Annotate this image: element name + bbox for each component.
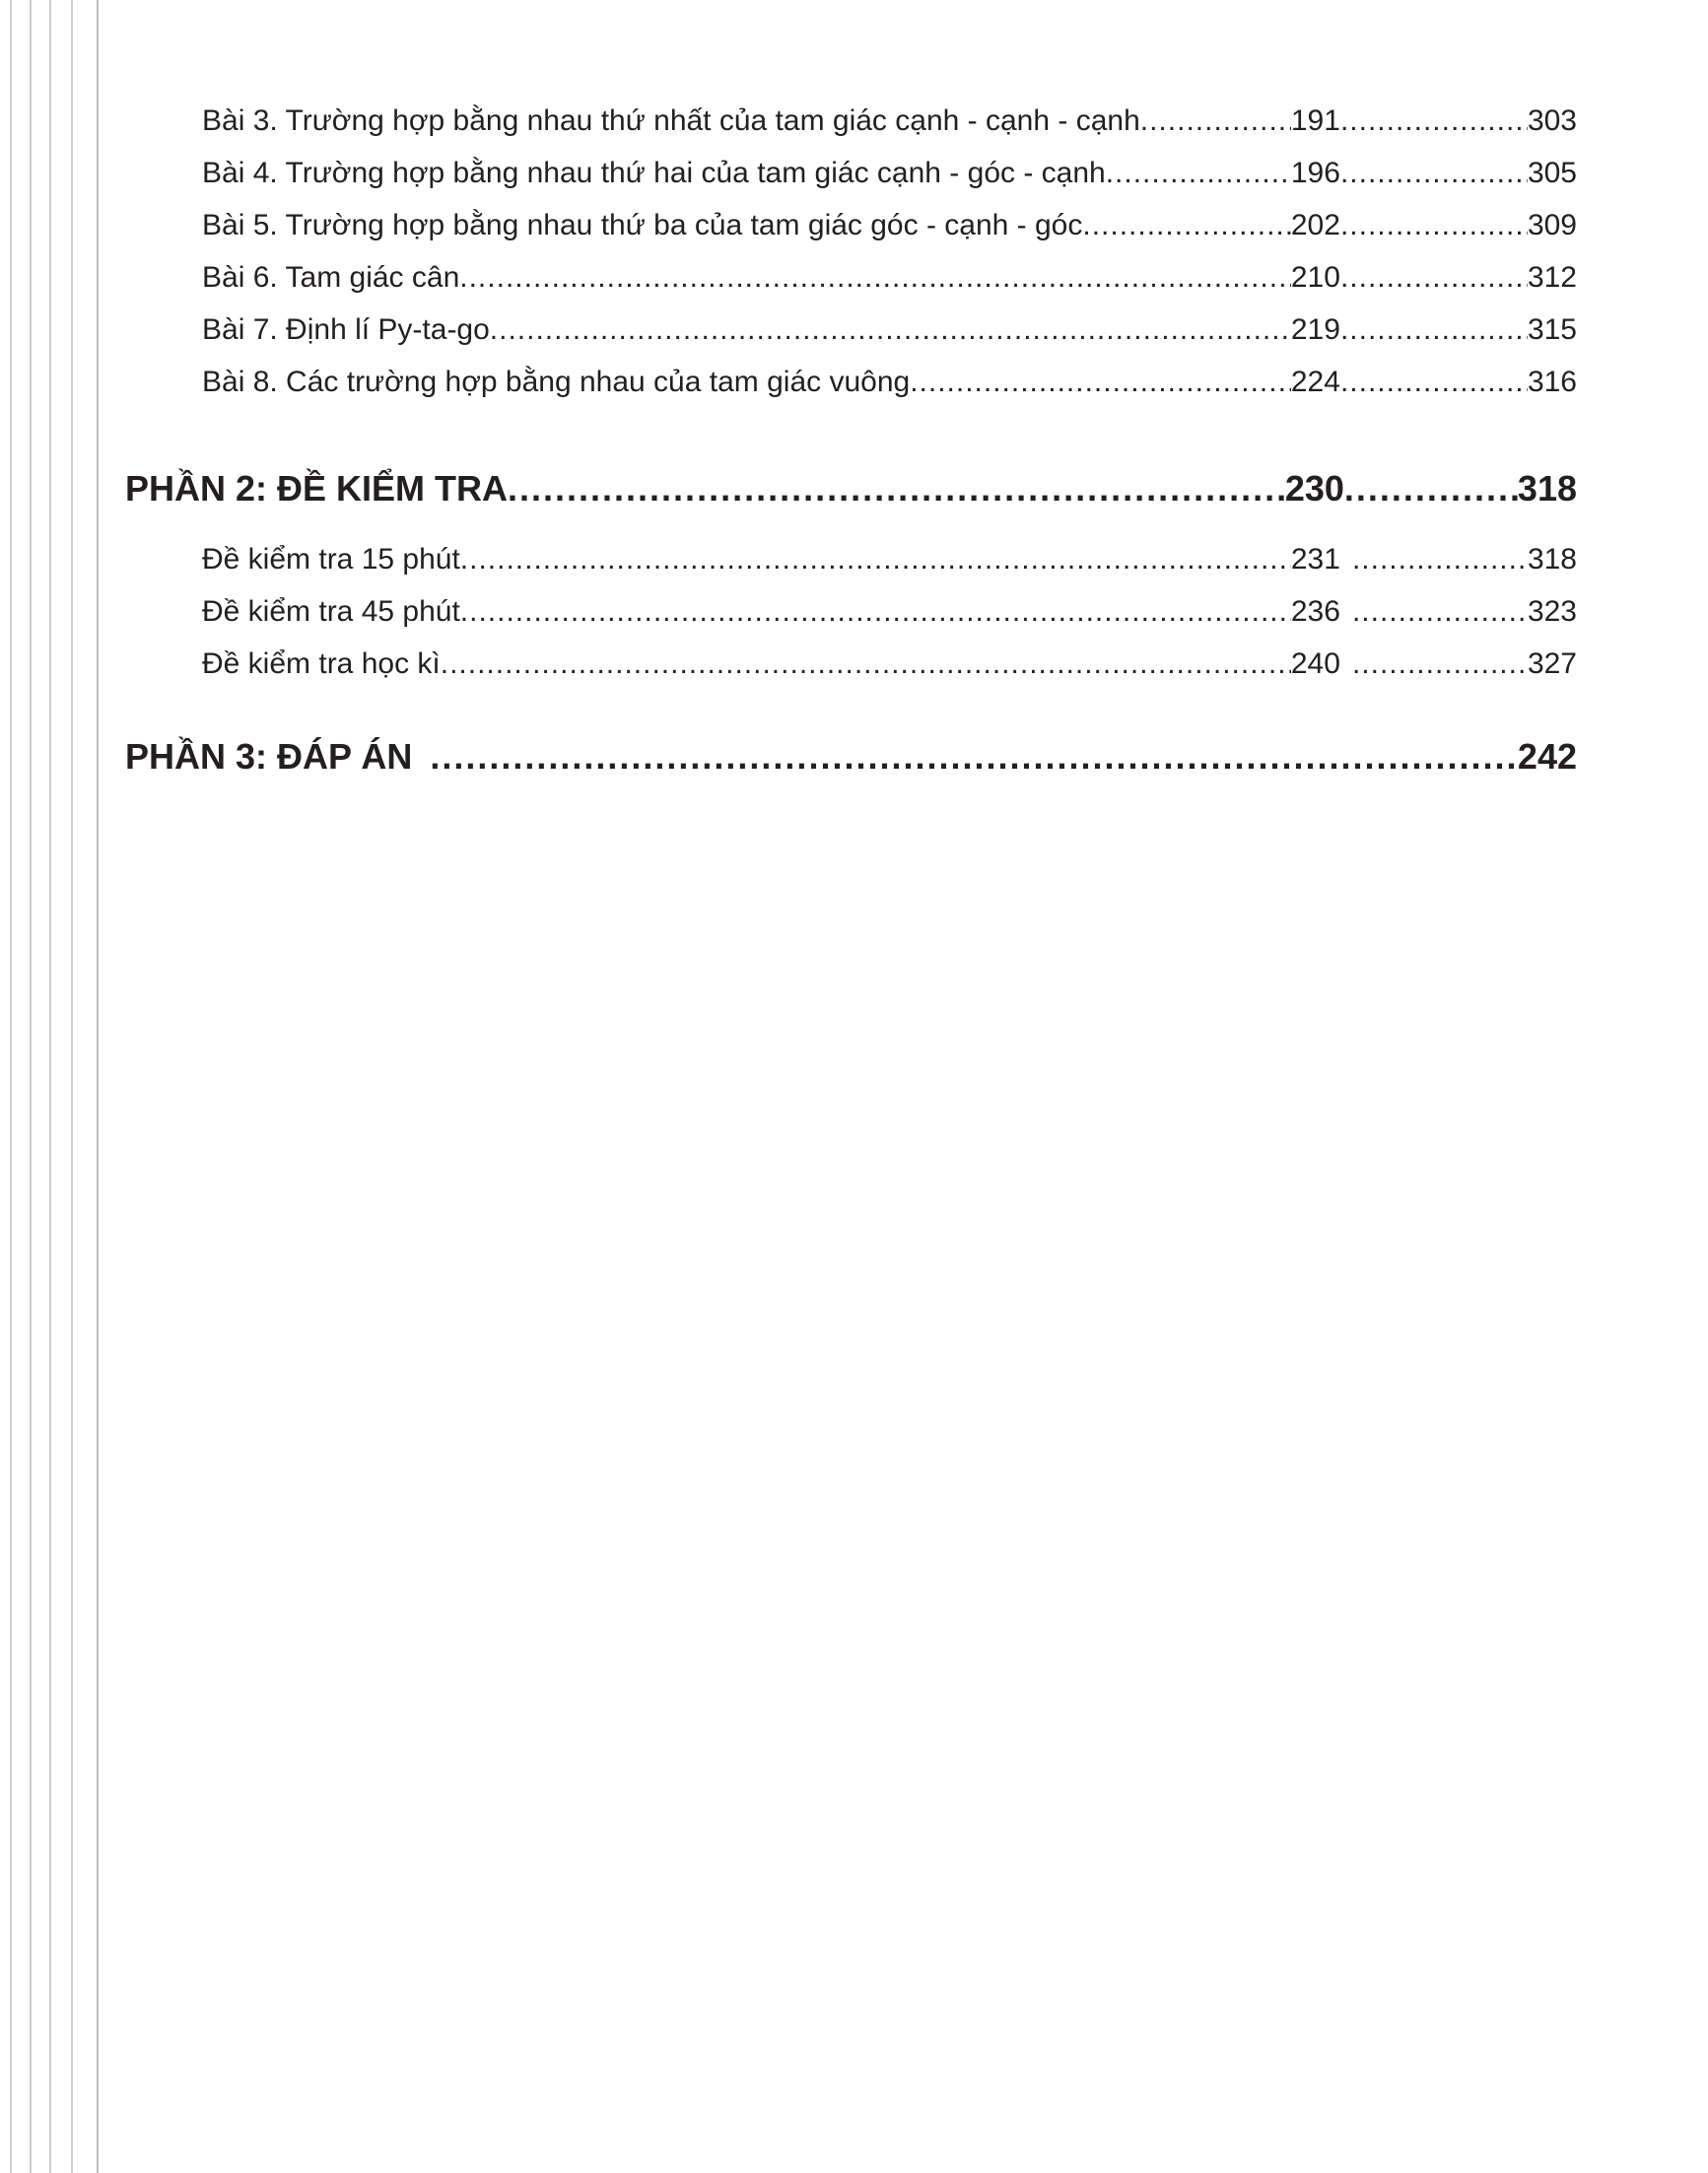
toc-entry-answer-page: 315 [1527,313,1577,346]
toc-entry[interactable] [202,595,1577,629]
part-3-page: 242 [1517,736,1577,777]
toc-leader-dots [459,261,1291,295]
toc-entry-page: 202 [1290,209,1340,241]
toc-entry-answer-page: 312 [1527,261,1577,294]
toc-entry-answer-page: 316 [1527,366,1577,398]
toc-entry[interactable] [202,157,1577,190]
toc-entry[interactable] [202,209,1577,242]
toc-entry[interactable] [202,647,1577,681]
toc-leader-dots [508,468,1285,509]
toc-leader-dots [1106,157,1291,190]
toc-entry-answer-page: 327 [1527,647,1577,680]
part-2-title: PHẦN 2: ĐỀ KIỂM TRA [125,468,509,509]
toc-leader-dots [1352,647,1528,681]
toc-leader-dots [1340,261,1528,295]
toc-entry-page: 240 [1290,647,1340,680]
toc-leader-dots [441,647,1291,681]
toc-leader-dots [1340,209,1528,242]
toc-entry-title: Đề kiểm tra 45 phút [202,595,460,628]
toc-leader-dots [1340,104,1528,138]
toc-leader-dots [1352,543,1528,577]
toc-entry-page: 224 [1290,366,1340,398]
toc-leader-dots [490,313,1291,347]
toc-leader-dots [1344,468,1518,509]
toc-entry-page: 210 [1290,261,1340,294]
toc-leader-dots [1340,157,1528,190]
toc-entry-title: Đề kiểm tra học kì [202,647,441,680]
toc-entry-title: Bài 4. Trường hợp bằng nhau thứ hai của tam giác cạnh - góc - cạnh [202,157,1106,189]
toc-entry-title: Bài 8. Các trường hợp bằng nhau của tam giác vuông [202,366,911,398]
toc-entry[interactable] [202,104,1577,138]
toc-leader-dots [1140,104,1291,138]
toc-part-heading[interactable] [125,468,1577,509]
toc-entry-title: Đề kiểm tra 15 phút [202,543,460,576]
toc-entry-title: Bài 5. Trường hợp bằng nhau thứ ba của tam giác góc - cạnh - góc [202,209,1083,241]
toc-leader-dots [1352,595,1528,629]
toc-leader-dots [1082,209,1291,242]
toc-leader-dots [1340,313,1528,347]
toc-entry-page: 236 [1290,595,1340,628]
toc-leader-dots [1340,366,1528,399]
toc-entry-page: 219 [1290,313,1340,346]
toc-entry[interactable] [202,313,1577,347]
toc-entry-answer-page: 305 [1527,157,1577,189]
toc-entry[interactable] [202,261,1577,295]
toc-entry-page: 191 [1290,104,1340,137]
toc-leader-dots [460,543,1291,577]
toc-entry-answer-page: 318 [1527,543,1577,576]
toc-entry[interactable] [202,543,1577,577]
toc-entry-page: 231 [1290,543,1340,576]
part-2-answer-page: 318 [1517,468,1577,509]
toc-entry-title: Bài 6. Tam giác cân [202,261,460,294]
toc-entry-title: Bài 3. Trường hợp bằng nhau thứ nhất của tam giác cạnh - cạnh - cạnh [202,104,1140,137]
toc-entry[interactable] [202,366,1577,399]
part-3-title: PHẦN 3: ĐÁP ÁN [125,736,413,777]
toc-leader-dots [910,366,1291,399]
part-2-page: 230 [1284,468,1344,509]
toc-entry-answer-page: 323 [1527,595,1577,628]
toc-leader-dots [460,595,1291,629]
toc-leader-dots [430,736,1518,778]
toc-entry-page: 196 [1290,157,1340,189]
toc-entry-answer-page: 309 [1527,209,1577,241]
toc-entry-answer-page: 303 [1527,104,1577,137]
toc-entry-title: Bài 7. Định lí Py-ta-go [202,313,490,346]
toc-part-heading[interactable] [125,736,1577,778]
